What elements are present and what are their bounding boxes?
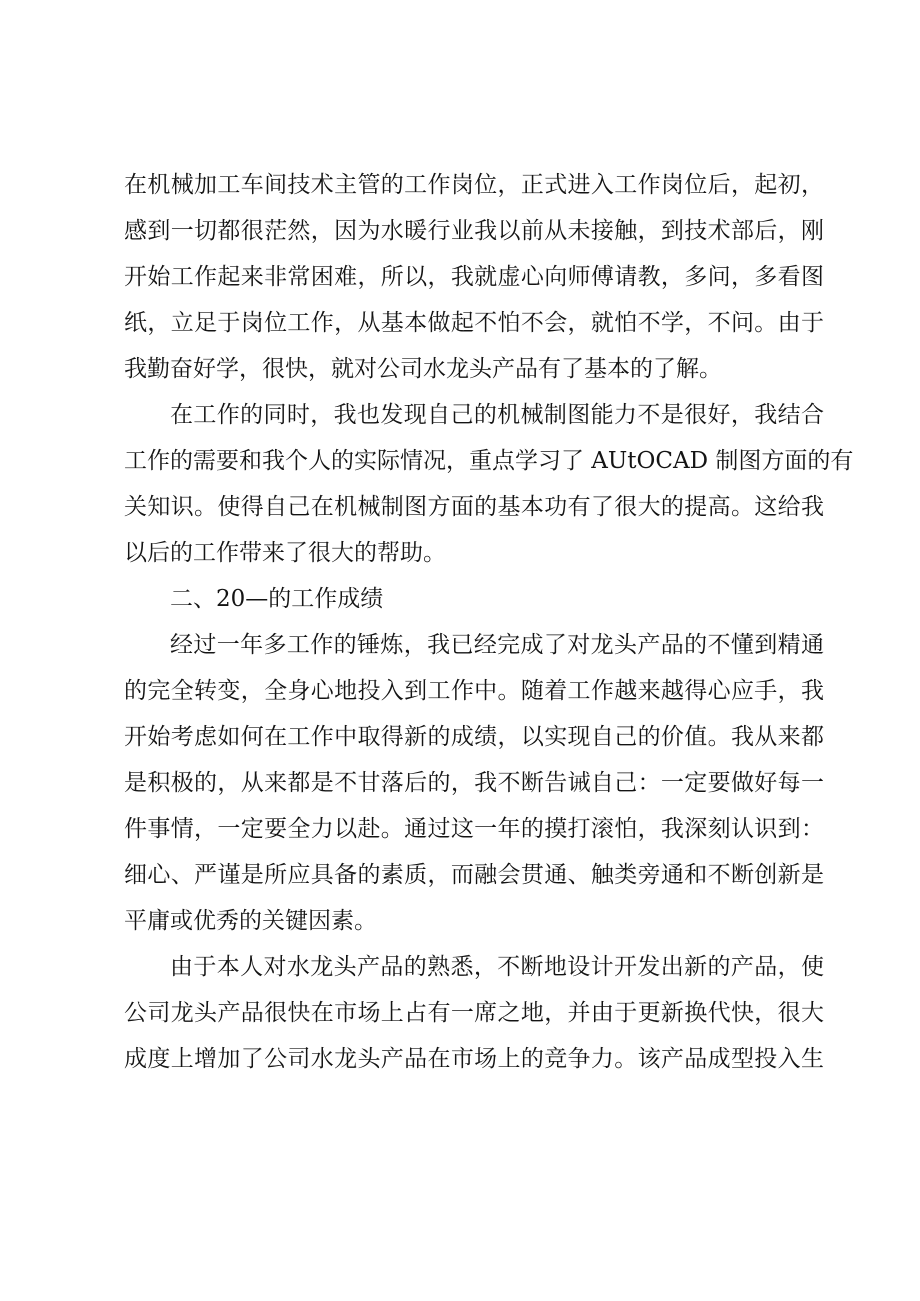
text-line-2: 感到一切都很茫然，因为水暖行业我以前从未接触，到技术部后，刚: [124, 218, 824, 244]
text-line-9: 以后的工作带来了很大的帮助。: [124, 540, 446, 566]
text-line-3: 开始工作起来非常困难，所以，我就虚心向师傅请教，多问，多看图: [124, 264, 824, 290]
text-line-5: 我勤奋好学，很快，就对公司水龙头产品有了基本的了解。: [124, 356, 722, 382]
text-line-4: 纸，立足于岗位工作，从基本做起不怕不会，就怕不学，不问。由于: [124, 310, 824, 336]
text-line-18: 由于本人对水龙头产品的熟悉，不断地设计开发出新的产品，使: [170, 954, 824, 980]
text-line-19: 公司龙头产品很快在市场上占有一席之地，并由于更新换代快，很大: [124, 1000, 824, 1026]
text-line-16: 细心、严谨是所应具备的素质，而融会贯通、触类旁通和不断创新是: [124, 862, 824, 888]
document-body: [124, 162, 854, 1082]
text-line-13: 开始考虑如何在工作中取得新的成绩，以实现自己的价值。我从来都: [124, 724, 824, 750]
text-line-11: 经过一年多工作的锤炼，我已经完成了对龙头产品的不懂到精通: [170, 632, 824, 658]
text-line-15: 件事情，一定要全力以赴。通过这一年的摸打滚怕，我深刻认识到：: [124, 816, 824, 842]
text-line-20: 成度上增加了公司水龙头产品在市场上的竞争力。该产品成型投入生: [124, 1046, 824, 1072]
text-line-14: 是积极的，从来都是不甘落后的，我不断告诫自己：一定要做好每一: [124, 770, 824, 796]
section-heading: 二、20—的工作成绩: [170, 586, 384, 612]
text-line-12: 的完全转变，全身心地投入到工作中。随着工作越来越得心应手，我: [124, 678, 824, 704]
text-line-7: 工作的需要和我个人的实际情况，重点学习了 AUtOCAD 制图方面的有: [124, 448, 854, 474]
text-line-6: 在工作的同时，我也发现自己的机械制图能力不是很好，我结合: [170, 402, 824, 428]
text-line-8: 关知识。使得自己在机械制图方面的基本功有了很大的提高。这给我: [124, 494, 824, 520]
text-line-1: 在机械加工车间技术主管的工作岗位，正式进入工作岗位后，起初，: [124, 172, 824, 198]
text-line-17: 平庸或优秀的关键因素。: [124, 908, 377, 934]
